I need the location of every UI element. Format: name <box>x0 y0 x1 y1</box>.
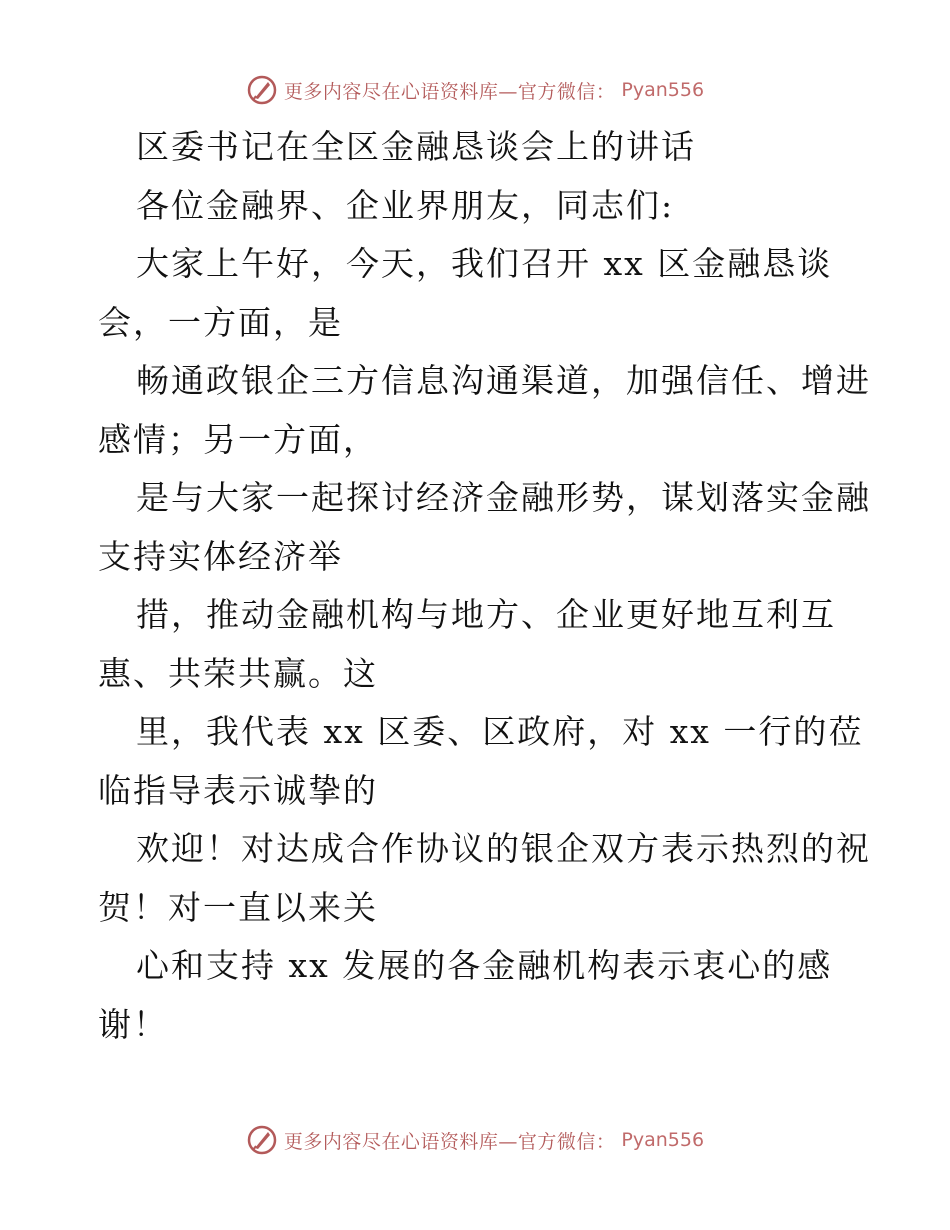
text-line: 大家上午好，今天，我们召开 xx 区金融恳谈 <box>136 244 833 283</box>
watermark-wechat-id: Pyan556 <box>621 1129 705 1151</box>
header-watermark <box>0 70 950 110</box>
text-line: 谢！ <box>98 1004 168 1044</box>
salutation: 各位金融界、企业界朋友，同志们: <box>136 185 675 225</box>
footer-watermark <box>0 1120 950 1160</box>
quill-logo-icon <box>246 74 278 106</box>
watermark-text: 更多内容尽在心语资料库—官方微信： <box>283 1130 616 1153</box>
text-line: 会，一方面，是 <box>98 302 343 342</box>
document-body <box>98 118 871 1054</box>
text-line: 心和支持 xx 发展的各金融机构表示衷心的感 <box>136 946 833 985</box>
text-line: 畅通政银企三方信息沟通渠道，加强信任、增进 <box>136 361 871 400</box>
text-line: 惠、共荣共赢。这 <box>98 653 378 693</box>
text-line: 欢迎！对达成合作协议的银企双方表示热烈的祝 <box>136 829 871 868</box>
watermark-wechat-id: Pyan556 <box>621 79 705 101</box>
quill-logo-icon <box>246 1124 278 1156</box>
text-line: 支持实体经济举 <box>98 536 343 576</box>
text-line: 是与大家一起探讨经济金融形势，谋划落实金融 <box>136 478 871 517</box>
text-line: 措，推动金融机构与地方、企业更好地互利互 <box>136 595 836 634</box>
document-title: 区委书记在全区金融恳谈会上的讲话 <box>136 127 696 166</box>
text-line: 里，我代表 xx 区委、区政府，对 xx 一行的莅 <box>136 712 864 751</box>
text-line: 贺！对一直以来关 <box>98 887 378 927</box>
text-line: 临指导表示诚挚的 <box>98 770 378 810</box>
watermark-text: 更多内容尽在心语资料库—官方微信： <box>283 80 616 103</box>
text-line: 感情；另一方面， <box>98 419 378 459</box>
